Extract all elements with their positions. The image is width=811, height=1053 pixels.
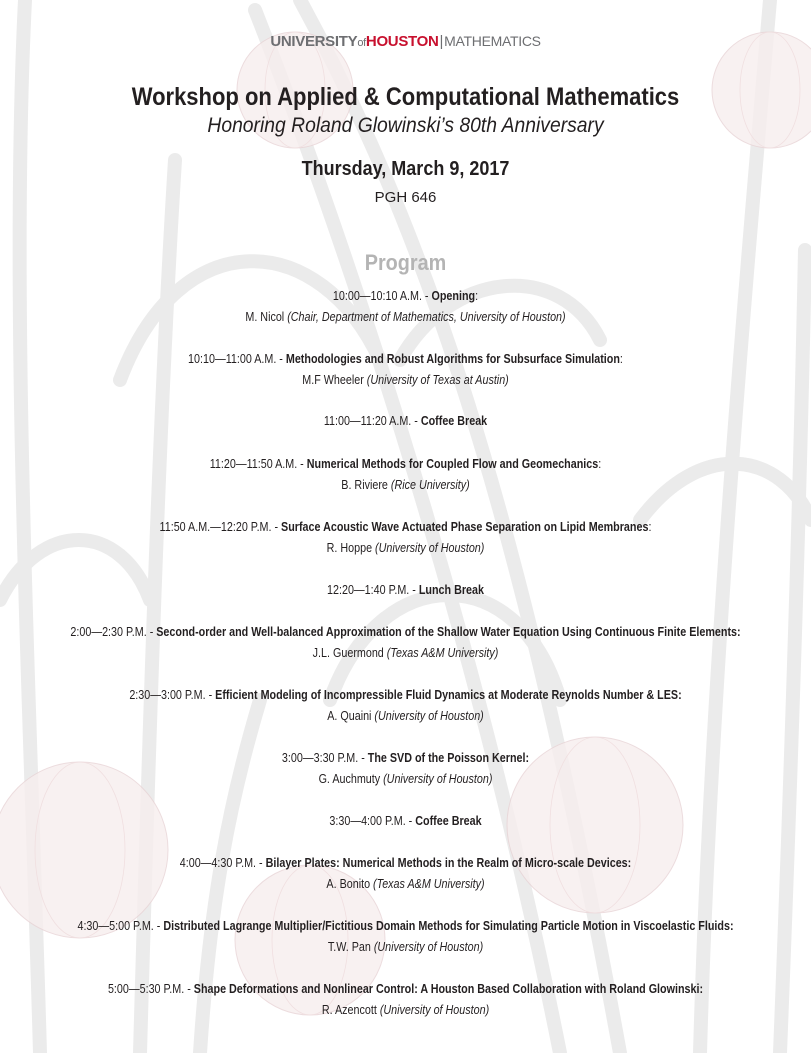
- session-time: 4:30—5:00 P.M. -: [77, 919, 164, 933]
- session-title: Efficient Modeling of Incompressible Fluid Dynamics at Moderate Reynolds Number & LES:: [215, 688, 682, 702]
- session-line: [57, 811, 754, 832]
- university-logo: [0, 33, 811, 50]
- speaker-affiliation: (University of Houston): [373, 940, 484, 954]
- speaker-affiliation: (University of Texas at Austin): [366, 373, 509, 387]
- session-title: Distributed Lagrange Multiplier/Fictitious Domain Methods for Simulating Particle Motion in Viscoelastic Fluids:: [163, 919, 734, 933]
- session-line: [57, 580, 754, 601]
- session-time: 2:30—3:00 P.M. -: [129, 688, 216, 702]
- session-title: Coffee Break: [420, 414, 488, 428]
- speaker-affiliation: (Texas A&M University): [386, 646, 499, 660]
- session-line: [57, 517, 754, 538]
- session-time: 10:00—10:10 A.M. -: [332, 289, 432, 303]
- session-time: 5:00—5:30 P.M. -: [107, 982, 194, 996]
- program-entry: [0, 916, 811, 958]
- session-line: [57, 979, 754, 1000]
- program-entry: [0, 349, 811, 391]
- session-time: 10:10—11:00 A.M. -: [188, 352, 286, 366]
- session-title: Second-order and Well-balanced Approximation of the Shallow Water Equation Using Continuous Finite Elements:: [156, 625, 741, 639]
- speaker-name: G. Auchmuty: [318, 772, 384, 786]
- program-entry: [0, 454, 811, 496]
- speaker-name: J.L. Guermond: [312, 646, 387, 660]
- program-entry: [0, 517, 811, 559]
- speaker-line: [57, 643, 754, 664]
- session-title: Surface Acoustic Wave Actuated Phase Separation on Lipid Membranes: [281, 520, 649, 534]
- session-line: [57, 685, 754, 706]
- session-time: 11:50 A.M.—12:20 P.M. -: [159, 520, 282, 534]
- session-line: [57, 454, 754, 475]
- speaker-line: [57, 706, 754, 727]
- session-title: Lunch Break: [418, 583, 484, 597]
- logo-university: UNIVERSITY: [270, 33, 358, 50]
- session-line: [57, 286, 754, 307]
- speaker-affiliation: (University of Houston): [379, 1003, 490, 1017]
- speaker-affiliation: (University of Houston): [375, 541, 485, 555]
- session-line: [57, 916, 754, 937]
- speaker-line: [57, 475, 754, 496]
- session-title-end: :: [648, 520, 652, 534]
- program-entry: [0, 811, 811, 832]
- session-line: [57, 748, 754, 769]
- session-title-end: :: [619, 352, 623, 366]
- logo-houston: HOUSTON: [365, 33, 439, 50]
- session-time: 12:20—1:40 P.M. -: [327, 583, 419, 597]
- speaker-name: A. Quaini: [327, 709, 375, 723]
- program-entry: [0, 853, 811, 895]
- logo-separator: |: [439, 33, 444, 50]
- speaker-line: [57, 874, 754, 895]
- session-title: Numerical Methods for Coupled Flow and Geomechanics: [306, 457, 599, 471]
- program-entry: [0, 748, 811, 790]
- page-title: Workshop on Applied & Computational Mathematics: [131, 83, 680, 111]
- session-time: 11:00—11:20 A.M. -: [323, 414, 421, 428]
- session-title: Opening: [431, 289, 476, 303]
- session-title-end: :: [475, 289, 479, 303]
- session-time: 3:30—4:00 P.M. -: [329, 814, 416, 828]
- speaker-line: [57, 370, 754, 391]
- speaker-name: B. Riviere: [341, 478, 391, 492]
- speaker-name: M.F Wheeler: [302, 373, 367, 387]
- program-entry: [0, 411, 811, 432]
- program-entry: [0, 685, 811, 727]
- speaker-name: R. Azencott: [321, 1003, 380, 1017]
- program-entry: [0, 286, 811, 328]
- session-title: Coffee Break: [415, 814, 482, 828]
- speaker-affiliation: (University of Houston): [383, 772, 493, 786]
- session-line: [57, 411, 754, 432]
- speaker-affiliation: (Chair, Department of Mathematics, University of Houston): [287, 310, 566, 324]
- session-title: Bilayer Plates: Numerical Methods in the Realm of Micro-scale Devices:: [265, 856, 632, 870]
- session-line: [57, 349, 754, 370]
- speaker-affiliation: (University of Houston): [374, 709, 484, 723]
- speaker-name: T.W. Pan: [327, 940, 374, 954]
- event-date: Thursday, March 9, 2017: [301, 158, 510, 180]
- speaker-affiliation: (Texas A&M University): [373, 877, 485, 891]
- session-title: The SVD of the Poisson Kernel:: [367, 751, 530, 765]
- event-room: PGH 646: [374, 189, 437, 206]
- speaker-name: M. Nicol: [245, 310, 288, 324]
- program-entry: [0, 622, 811, 664]
- speaker-affiliation: (Rice University): [390, 478, 470, 492]
- speaker-line: [57, 538, 754, 559]
- page-subtitle: Honoring Roland Glowinski’s 80th Anniversary: [207, 114, 604, 137]
- session-line: [57, 853, 754, 874]
- program-heading: Program: [364, 250, 447, 275]
- speaker-line: [57, 937, 754, 958]
- speaker-name: A. Bonito: [326, 877, 374, 891]
- speaker-line: [57, 307, 754, 328]
- session-title: Shape Deformations and Nonlinear Control: A Houston Based Collaboration with Roland Glowinski:: [193, 982, 704, 996]
- session-title-end: :: [598, 457, 602, 471]
- logo-department: MATHEMATICS: [444, 33, 541, 49]
- session-time: 4:00—4:30 P.M. -: [179, 856, 266, 870]
- session-title: Methodologies and Robust Algorithms for Subsurface Simulation: [285, 352, 620, 366]
- speaker-line: [57, 769, 754, 790]
- speaker-line: [57, 1000, 754, 1021]
- program-entry: [0, 580, 811, 601]
- logo-of: of: [357, 37, 366, 49]
- session-time: 3:00—3:30 P.M. -: [281, 751, 368, 765]
- program-entry: [0, 979, 811, 1021]
- session-time: 2:00—2:30 P.M. -: [70, 625, 157, 639]
- session-line: [57, 622, 754, 643]
- session-time: 11:20—11:50 A.M. -: [209, 457, 307, 471]
- speaker-name: R. Hoppe: [326, 541, 376, 555]
